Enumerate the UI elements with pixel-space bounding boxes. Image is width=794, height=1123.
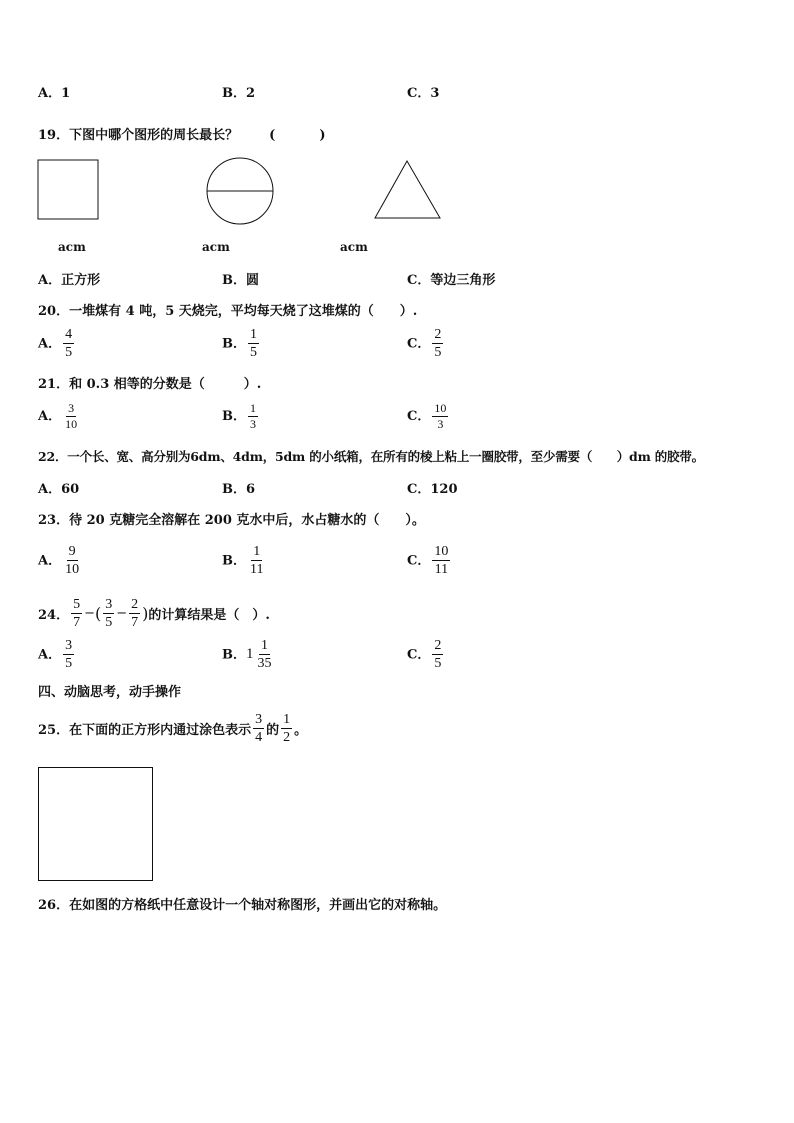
numerator: 3 [66,402,76,417]
left-paren: ( [95,604,102,624]
question-text-mid: 的 [266,723,280,739]
denominator: 4 [255,730,263,746]
option-label: A． [38,553,62,569]
option-label: B． [222,482,246,497]
q24-stem [38,597,270,631]
question-text: 19．下图中哪个图形的周长最长？ [38,128,239,143]
option-text: 60 [61,482,80,497]
q21-option-b [222,402,260,431]
q20-option-b [222,327,261,361]
option-label: A． [38,482,62,497]
fraction [432,402,448,431]
fraction [253,712,264,746]
option-label: B． [222,409,246,425]
option-text: 120 [430,482,458,497]
option-text: 圆 [246,273,260,288]
q23-stem: 23．待 20 克糖完全溶解在 200 克水中后，水占糖水的（ ）。 [38,513,425,528]
q22-option-c [407,478,458,497]
q26-stem: 26．在如图的方格纸中任意设计一个轴对称图形，并画出它的对称轴。 [38,898,447,913]
q19-option-a [38,269,100,288]
option-text: 3 [430,86,440,101]
option-label: B． [222,553,246,569]
question-tail: 的计算结果是（ ）. [148,608,270,624]
denominator: 5 [105,615,113,631]
denominator: 3 [437,417,444,432]
q22-stem: 22．一个长、宽、高分别为6dm、4dm，5dm 的小纸箱，在所有的棱上粘上一圈胶带，至少需要（ ）dm 的胶带。 [38,449,704,464]
option-label: C． [407,647,431,663]
option-label: A． [38,647,62,663]
option-text: 等边三角形 [430,273,496,288]
denominator: 3 [250,417,256,432]
minus-sign: − [84,606,95,622]
question-text-suffix: 。 [294,723,308,739]
option-label: B． [222,86,246,101]
fraction [432,327,443,361]
q24-option-c [407,638,445,672]
fraction [63,544,81,578]
fraction [248,327,259,361]
option-label: C． [407,553,431,569]
circle-label: acm [202,240,230,254]
q23-option-b [222,544,267,578]
denominator: 5 [250,345,257,361]
answer-paren-close: ) [319,128,326,143]
denominator: 10 [65,562,80,578]
option-label: C． [407,336,431,352]
numerator: 2 [129,597,140,614]
option-label: C． [407,86,431,101]
fraction [248,544,265,578]
fraction [129,597,140,631]
denominator: 5 [434,345,442,361]
option-label: A． [38,409,62,425]
denominator: 5 [65,345,73,361]
numerator: 2 [432,638,443,655]
q23-option-a [38,544,83,578]
section-heading: 四、动脑思考，动手操作 [38,685,182,700]
option-label: A． [38,273,62,288]
denominator: 5 [434,656,442,672]
fraction [71,597,82,631]
q25-square-canvas [0,760,200,890]
q21-option-a [38,402,81,431]
q20-option-a [38,327,76,361]
option-label: C． [407,482,431,497]
triangle-label: acm [340,240,368,254]
fraction [256,638,274,672]
option-text: 正方形 [61,273,101,288]
numerator: 10 [432,402,448,417]
question-number: 24． [38,608,70,624]
option-label: A． [38,86,62,101]
square-figure [38,160,98,219]
numerator: 1 [259,638,270,655]
fraction [63,402,79,431]
option-label: B． [222,273,246,288]
numerator: 1 [281,712,292,729]
q19-option-b [222,269,259,288]
fraction [248,402,258,431]
q23-option-c [407,544,452,578]
triangle-figure [375,161,440,218]
option-text: 6 [246,482,256,497]
numerator: 3 [63,638,74,655]
whole-part: 1 [246,646,254,663]
q24-option-b [222,638,276,672]
numerator: 5 [71,597,82,614]
denominator: 7 [73,615,81,631]
denominator: 35 [257,656,272,672]
q20-stem: 20．一堆煤有 4 吨，5 天烧完，平均每天烧了这堆煤的（ ）. [38,304,418,319]
question-text: 25．在下面的正方形内通过涂色表示 [38,723,252,739]
denominator: 7 [131,615,139,631]
numerator: 3 [253,712,264,729]
mixed-number [246,638,276,672]
fraction [432,638,443,672]
numerator: 1 [248,327,259,344]
denominator: 11 [434,562,449,578]
denominator: 2 [283,730,291,746]
square-to-shade [39,768,153,881]
answer-paren-open: ( [269,128,276,143]
fraction [63,638,74,672]
option-label: C． [407,273,431,288]
fraction [103,597,114,631]
numerator: 10 [432,544,450,561]
numerator: 9 [67,544,78,561]
denominator: 10 [65,417,78,432]
right-paren: ) [142,604,149,624]
option-label: C． [407,409,431,425]
q19-option-c [407,269,495,288]
q24-option-a [38,638,76,672]
q21-stem: 21．和 0.3 相等的分数是（ ）. [38,377,262,392]
q25-stem [38,712,307,746]
q22-option-a [38,478,79,497]
denominator: 5 [65,656,73,672]
numerator: 2 [432,327,443,344]
square-label: acm [58,240,86,254]
numerator: 4 [63,327,74,344]
option-text: 1 [61,86,71,101]
denominator: 11 [250,562,264,578]
option-label: A． [38,336,62,352]
q20-option-c [407,327,445,361]
q21-option-c [407,402,450,431]
option-text: 2 [246,86,256,101]
option-label: B． [222,647,246,663]
numerator: 3 [103,597,114,614]
minus-sign: − [116,606,128,622]
fraction [281,712,292,746]
numerator: 1 [248,402,258,417]
fraction [432,544,450,578]
fraction [63,327,74,361]
q22-option-b [222,478,255,497]
q19-figures [0,0,794,240]
numerator: 1 [251,544,262,561]
option-label: B． [222,336,246,352]
